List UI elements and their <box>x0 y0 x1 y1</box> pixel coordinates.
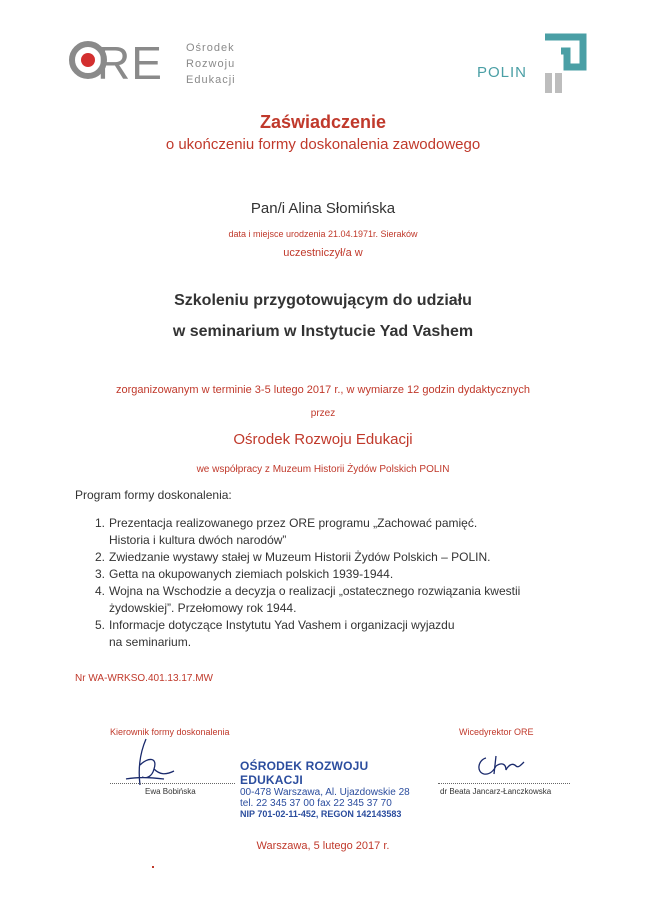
program-item <box>95 515 565 549</box>
program-item <box>95 583 565 617</box>
left-signature-line <box>110 783 235 784</box>
left-signatory-name: Ewa Bobińska <box>145 787 196 796</box>
program-item-number: 2. <box>95 550 106 564</box>
program-item-text: Zwiedzanie wystawy stałej w Muzeum Historii Żydów Polskich – POLIN. <box>109 550 491 564</box>
recipient-name: Pan/i Alina Słomińska <box>250 200 396 217</box>
ore-line-1: Ośrodek <box>186 42 235 54</box>
left-signature <box>118 735 188 793</box>
by-text: przez <box>310 408 336 419</box>
certificate-title: Zaświadczenie <box>259 112 387 132</box>
program-item <box>95 549 565 566</box>
institution-stamp <box>240 759 430 819</box>
document-number: Nr WA-WRKSO.401.13.17.MW <box>75 673 213 684</box>
program-item-number: 3. <box>95 567 106 581</box>
stamp-title: OŚRODEK ROZWOJU EDUKACJI <box>240 759 369 787</box>
participated-text: uczestniczył/a w <box>283 247 363 259</box>
program-item-number: 5. <box>95 618 106 632</box>
ore-logo-text: RE <box>97 37 163 89</box>
training-title-line2: w seminarium w Instytucie Yad Vashem <box>172 323 474 340</box>
ore-logo-subtitle <box>186 40 236 88</box>
stamp-phone: tel. 22 345 37 00 fax 22 345 37 70 <box>240 798 392 809</box>
birth-info: data i miejsce urodzenia 21.04.1971r. Sieraków <box>228 229 418 239</box>
program-item-text: Wojna na Wschodzie a decyzja o realizacji „ostatecznego rozwiązania kwestii <box>109 584 521 598</box>
program-item-text-cont: Historia i kultura dwóch narodów” <box>109 533 287 547</box>
program-item <box>95 566 565 583</box>
program-item-text: Getta na okupowanych ziemiach polskich 1939-1944. <box>109 567 394 581</box>
right-signatory-role: Wicedyrektor ORE <box>459 727 534 737</box>
training-title-line1: Szkoleniu przygotowującym do udziału <box>174 292 472 309</box>
program-item <box>95 617 565 651</box>
program-item-number: 4. <box>95 584 106 598</box>
institution-name: Ośrodek Rozwoju Edukacji <box>233 431 413 448</box>
program-item-text-cont: żydowskiej”. Przełomowy rok 1944. <box>109 601 297 615</box>
polin-logo-text: POLIN <box>477 64 528 81</box>
program-item-text-cont: na seminarium. <box>109 635 192 649</box>
right-signature-line <box>438 783 570 784</box>
left-signatory-role: Kierownik formy doskonalenia <box>110 727 230 737</box>
program-item-number: 1. <box>95 516 106 530</box>
program-heading: Program formy doskonalenia: <box>75 488 232 502</box>
right-signature <box>472 748 534 782</box>
program-item-text: Prezentacja realizowanego przez ORE programu „Zachować pamięć. <box>109 516 478 530</box>
stamp-tax-ids: NIP 701-02-11-452, REGON 142143583 <box>240 809 402 819</box>
organized-info: zorganizowanym w terminie 3-5 lutego 2017 r., w wymiarze 12 godzin dydaktycznych <box>116 384 530 396</box>
polin-logo-mark <box>541 33 587 95</box>
cooperation-text: we współpracy z Muzeum Historii Żydów Polskich POLIN <box>196 464 450 475</box>
place-and-date: Warszawa, 5 lutego 2017 r. <box>256 840 390 852</box>
ore-line-2: Rozwoju <box>186 58 236 70</box>
program-item-text: Informacje dotyczące Instytutu Yad Vashem i organizacji wyjazdu <box>109 618 455 632</box>
stamp-address: 00-478 Warszawa, Al. Ujazdowskie 28 <box>240 787 410 798</box>
right-signatory-name: dr Beata Jancarz-Łanczkowska <box>440 787 552 796</box>
certificate-subtitle: o ukończeniu formy doskonalenia zawodowego <box>165 136 481 153</box>
ink-speck <box>152 866 154 868</box>
ore-line-3: Edukacji <box>186 74 236 86</box>
program-list <box>95 515 565 651</box>
